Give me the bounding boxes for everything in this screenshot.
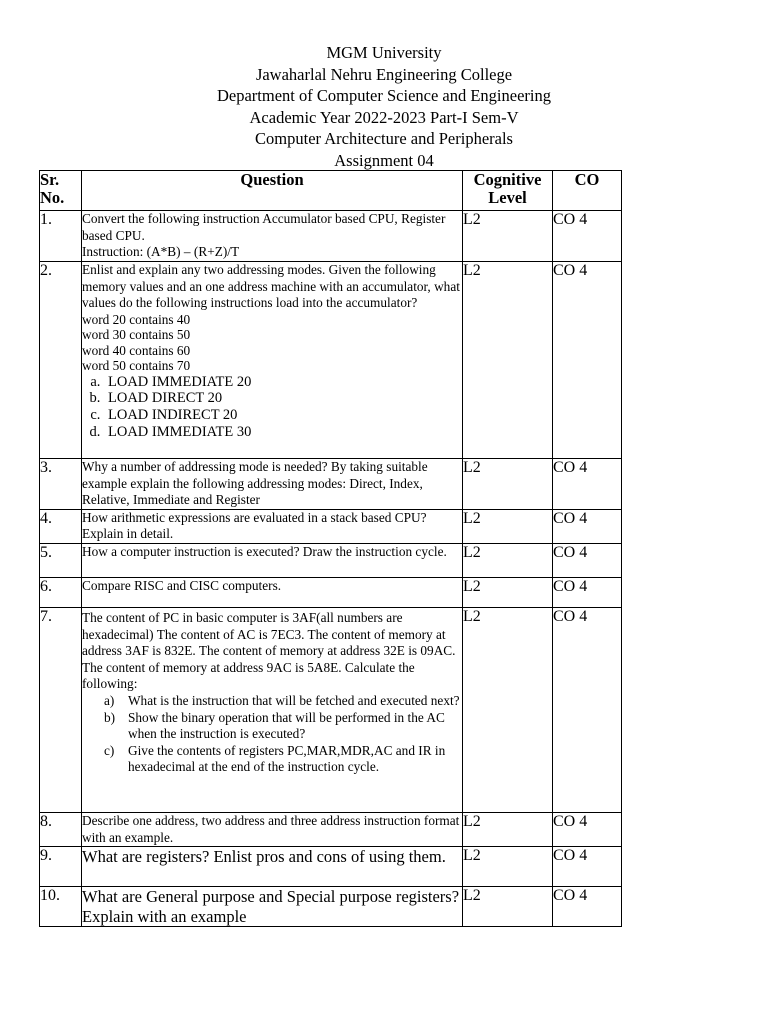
row-co: CO 4 <box>553 262 622 459</box>
sub-item: d. LOAD IMMEDIATE 30 <box>104 424 462 441</box>
row-sr: 1. <box>40 211 82 262</box>
sub-list <box>82 693 462 776</box>
row-level: L2 <box>463 887 553 927</box>
header-cognitive-level: Cognitive Level <box>463 171 553 211</box>
sub-item: b) Show the binary operation that will be performed in the AC when the instruction is executed? <box>104 709 445 742</box>
row-level: L2 <box>463 577 553 607</box>
row-question: How a computer instruction is executed? Draw the instruction cycle. <box>82 543 463 577</box>
sub-list <box>82 374 462 440</box>
row-co: CO 4 <box>553 509 622 543</box>
row-co: CO 4 <box>553 812 622 846</box>
document-header <box>0 42 768 171</box>
academic-year: Academic Year 2022-2023 Part-I Sem-V <box>249 107 519 127</box>
header-co: CO <box>553 171 622 211</box>
row-question: What are General purpose and Special purpose registers? Explain with an example <box>82 887 463 927</box>
row-co: CO 4 <box>553 577 622 607</box>
header-question: Question <box>82 171 463 211</box>
row-level: L2 <box>463 543 553 577</box>
row-sr: 2. <box>40 262 82 459</box>
row-level: L2 <box>463 812 553 846</box>
table-row <box>40 607 622 812</box>
row-sr: 10. <box>40 887 82 927</box>
row-question: How arithmetic expressions are evaluated in a stack based CPU? Explain in detail. <box>82 509 463 543</box>
row-level: L2 <box>463 509 553 543</box>
sub-item: a) What is the instruction that will be fetched and executed next? <box>104 692 460 708</box>
row-sr: 5. <box>40 543 82 577</box>
table-row <box>40 577 622 607</box>
row-co: CO 4 <box>553 887 622 927</box>
table-row <box>40 459 622 510</box>
row-sr: 9. <box>40 847 82 887</box>
assignment-table <box>39 170 622 927</box>
row-question: The content of PC in basic computer is 3AF(all numbers are hexadecimal) The content of AC is 7EC3. The content of memory at address 3AF is 832E. The content of memory at address 32E is 09AC. The content of memory at address 9AC is 5A8E. Calculate the following: a) What is the instruction that will be fetched and executed next? b) Show the binary operation that will be performed in the AC when the instruction is executed? c) Give the contents of registers PC,MAR,MDR,AC and IR in hexadecimal at the end of the instruction cycle. <box>82 607 463 812</box>
sub-item: b. LOAD DIRECT 20 <box>104 390 462 407</box>
course-title: Computer Architecture and Peripherals <box>255 129 513 148</box>
row-question: Compare RISC and CISC computers. <box>82 577 463 607</box>
row-level: L2 <box>463 847 553 887</box>
row-co: CO 4 <box>553 543 622 577</box>
table-header-row <box>40 171 622 211</box>
table-row <box>40 543 622 577</box>
row-sr: 8. <box>40 812 82 846</box>
row-sr: 3. <box>40 459 82 510</box>
row-level: L2 <box>463 607 553 812</box>
table-row <box>40 812 622 846</box>
department-name: Department of Computer Science and Engineering <box>216 86 551 105</box>
row-question: Why a number of addressing mode is needed? By taking suitable example explain the following addressing modes: Direct, Index, Relative, Immediate and Register <box>82 459 463 510</box>
table-row <box>40 211 622 262</box>
row-question: Convert the following instruction Accumulator based CPU, Register based CPU. Instruction: (A*B) – (R+Z)/T <box>82 211 463 262</box>
row-co: CO 4 <box>553 607 622 812</box>
row-sr: 6. <box>40 577 82 607</box>
row-question: What are registers? Enlist pros and cons of using them. <box>82 847 463 887</box>
university-name: MGM University <box>326 43 442 62</box>
row-question: Enlist and explain any two addressing modes. Given the following memory values and an one address machine with an accumulator, what values do the following instructions load into the accumulator? word 20 contains 40 word 30 contains 50 word 40 contains 60 word 50 contains 70 a. LOAD IMMEDIATE 20 b. LOAD DIRECT 20 c. LOAD INDIRECT 20 d. LOAD IMMEDIATE 30 <box>82 262 463 459</box>
sub-item: c. LOAD INDIRECT 20 <box>104 407 462 424</box>
assignment-title: Assignment 04 <box>334 150 434 170</box>
row-level: L2 <box>463 211 553 262</box>
college-name: Jawaharlal Nehru Engineering College <box>255 64 513 84</box>
table-row <box>40 847 622 887</box>
row-level: L2 <box>463 459 553 510</box>
sub-item: a. LOAD IMMEDIATE 20 <box>104 374 462 391</box>
header-sr-no: Sr. No. <box>40 171 82 211</box>
row-co: CO 4 <box>553 459 622 510</box>
row-sr: 4. <box>40 509 82 543</box>
table-row <box>40 887 622 927</box>
row-question: Describe one address, two address and three address instruction format with an example. <box>82 812 463 846</box>
row-co: CO 4 <box>553 847 622 887</box>
table-row <box>40 262 622 459</box>
row-level: L2 <box>463 262 553 459</box>
row-sr: 7. <box>40 607 82 812</box>
table-row <box>40 509 622 543</box>
row-co: CO 4 <box>553 211 622 262</box>
sub-item: c) Give the contents of registers PC,MAR,MDR,AC and IR in hexadecimal at the end of the instruction cycle. <box>104 742 446 775</box>
